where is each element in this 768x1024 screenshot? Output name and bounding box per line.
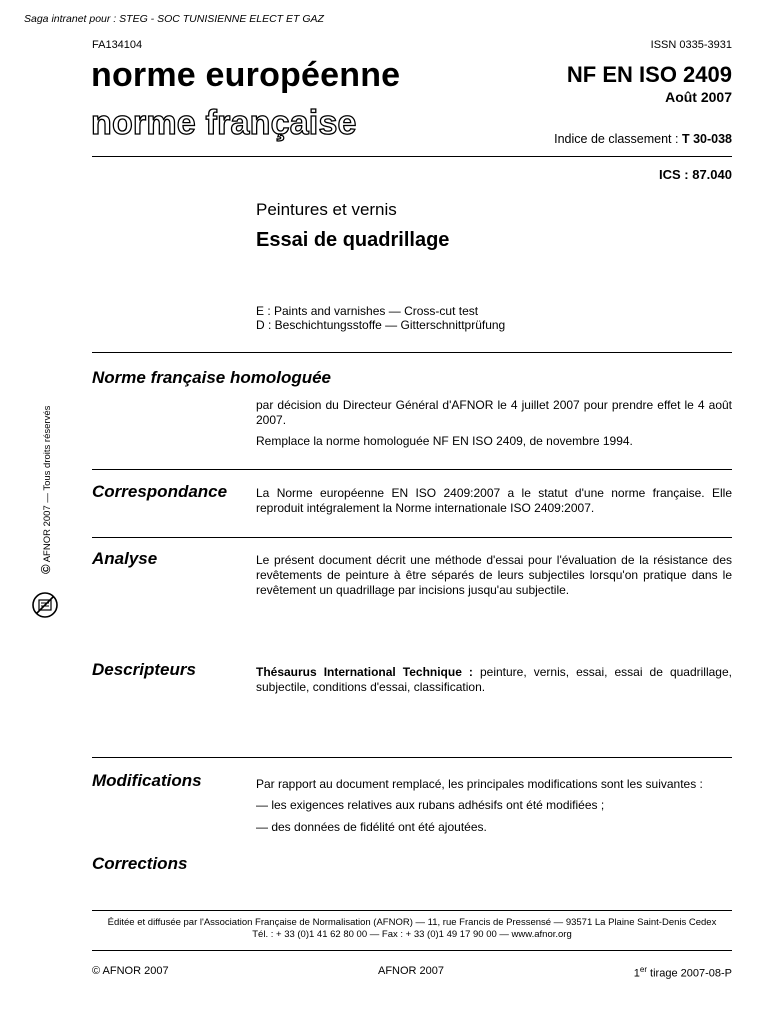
- section-body-correspondance: La Norme européenne EN ISO 2409:2007 a le statut d'une norme française. Elle reproduit intégralement la Norme internationale ISO 2409:2007.: [256, 486, 732, 515]
- doc-code: FA134104: [92, 39, 143, 51]
- publisher-info: [92, 917, 732, 941]
- modification-item: — les exigences relatives aux rubans adhésifs ont été modifiées ;: [256, 798, 605, 812]
- rights-reserved-vertical: [38, 406, 53, 574]
- publisher-address: Éditée et diffusée par l'Association Française de Normalisation (AFNOR) — 11, rue Francis de Pressensé — 93571 La Plaine Saint-Denis Cedex: [107, 917, 717, 928]
- section-body-homologuee: [256, 398, 732, 455]
- title-norme-europeenne: norme européenne: [91, 56, 401, 94]
- publisher-contact: Tél. : + 33 (0)1 41 62 80 00 — Fax : + 33 (0)1 49 17 90 00 — www.afnor.org: [252, 929, 572, 940]
- translation-english: E : Paints and varnishes — Cross-cut test: [256, 304, 479, 318]
- divider: [92, 910, 732, 911]
- section-heading-analyse: Analyse: [92, 549, 158, 568]
- rights-text: AFNOR 2007 — Tous droits réservés: [42, 405, 53, 563]
- indice-label: Indice de classement :: [554, 132, 682, 146]
- section-body-descripteurs: [256, 665, 732, 695]
- tirage-number: 1: [633, 967, 640, 980]
- descripteurs-text: peinture, vernis, essai, essai de quadrillage, subjectile, conditions d'essai, classification.: [256, 665, 732, 694]
- section-heading-homologuee: Norme française homologuée: [92, 368, 332, 387]
- indice-value: T 30-038: [681, 132, 732, 146]
- document-title: Essai de quadrillage: [256, 229, 450, 251]
- standard-number: NF EN ISO 2409: [566, 62, 732, 87]
- issn: ISSN 0335-3931: [650, 39, 732, 51]
- divider: [92, 757, 732, 758]
- copyright-symbol: ©: [38, 564, 53, 574]
- divider: [92, 156, 732, 157]
- descripteurs-label: Thésaurus International Technique :: [256, 665, 473, 679]
- watermark-text: Saga intranet pour : STEG - SOC TUNISIENNE ELECT ET GAZ: [24, 13, 324, 25]
- translation-german: D : Beschichtungsstoffe — Gitterschnittprüfung: [256, 318, 506, 332]
- section-heading-correspondance: Correspondance: [92, 482, 228, 501]
- tirage-superscript: er: [639, 965, 647, 974]
- ics-code: ICS : 87.040: [659, 167, 732, 182]
- modifications-intro: Par rapport au document remplacé, les principales modifications sont les suivantes :: [256, 777, 703, 791]
- standard-date: Août 2007: [665, 89, 732, 105]
- indice-classement: [554, 132, 732, 146]
- title-norme-francaise: norme française: [91, 104, 357, 142]
- section-heading-modifications: Modifications: [92, 771, 202, 790]
- footer-tirage: [634, 965, 732, 980]
- section-heading-descripteurs: Descripteurs: [92, 660, 196, 679]
- modification-item: — des données de fidélité ont été ajoutées.: [256, 820, 487, 834]
- section-body-analyse: Le présent document décrit une méthode d'essai pour l'évaluation de la résistance des revêtements de peinture à être séparés de leurs subjectiles lorsqu'on pratique dans le revêtement un quadrillage par incisions jusqu'au subjectile.: [256, 553, 732, 597]
- footer-copyright: © AFNOR 2007: [92, 965, 169, 977]
- tirage-text: tirage 2007-08-P: [647, 967, 732, 980]
- homologuee-paragraph: par décision du Directeur Général d'AFNOR le 4 juillet 2007 pour prendre effet le 4 août 2007.: [256, 398, 732, 427]
- no-photocopy-icon: [30, 590, 60, 620]
- section-heading-corrections: Corrections: [92, 854, 188, 873]
- subject-category: Peintures et vernis: [256, 200, 397, 219]
- divider: [92, 352, 732, 353]
- divider: [92, 537, 732, 538]
- footer-center: AFNOR 2007: [378, 965, 445, 977]
- divider: [92, 469, 732, 470]
- homologuee-paragraph: Remplace la norme homologuée NF EN ISO 2409, de novembre 1994.: [256, 434, 633, 448]
- divider: [92, 950, 732, 951]
